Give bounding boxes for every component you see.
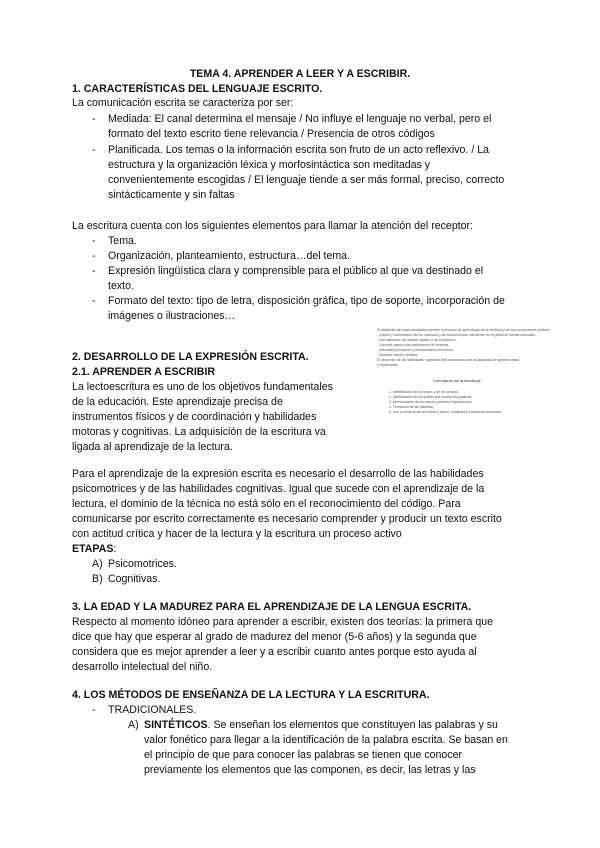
bullet-dash: - [92,144,96,156]
thumb-title: Las etapas del aprendizaje [433,378,481,383]
thumb-text-line: - Correcta sujeción del instrumento de escritura. [377,343,450,347]
page-title: TEMA 4. APRENDER A LEER Y A ESCRIBIR. [189,68,411,80]
section-1-heading: 1. CARACTERÍSTICAS DEL LENGUAJE ESCRITO. [72,83,323,95]
paragraph-line: lectura, el dominio de la técnica no está sólo en el reconocimiento del código. Para [72,498,461,510]
thumb-text-line: - Control y coordinación de los músculos y las funciones que intervienen en la grafía de formas manuales. [377,333,537,337]
paragraph-line: motoras y cognitivas. La adquisición de la escritura va [72,426,326,438]
element-organizacion: Organización, planteamiento, estructura…del tema. [108,250,351,262]
paragraph-line: con actitud crítica y hacer de la lectura y la escritura un proceso activo [72,528,402,540]
etapa-cognitivas: Cognitivas. [108,573,161,585]
sinteticos-text: . Se enseñan los elementos que constituyen las palabras y su [207,719,498,731]
elements-intro: La escritura cuenta con los siguientes elementos para llamar la atención del receptor: [72,220,474,232]
paragraph-line: de la educación. Este aprendizaje precisa de [72,396,283,408]
section-2-1-heading: 2.1. APRENDER A ESCRIBIR [72,366,216,378]
bullet-planificada-line: estructura y la organización léxica y morfosintáctica son meditadas y [108,159,431,171]
paragraph-line: previamente los elementos que las componen, es decir, las letras y las [144,764,476,776]
element-formato-line: Formato del texto: tipo de letra, disposición gráfica, tipo de soporte, incorporación de [108,295,505,307]
thumb-list-item: 2. Identificación de las grafías que forman las palabras. [389,395,473,399]
section-3-heading: 3. LA EDAD Y LA MADUREZ PARA EL APRENDIZAJE DE LA LENGUA ESCRITA. [72,601,472,613]
thumb-list-item: 4. Formación de las palabras. [389,405,434,409]
list-marker: A) [128,719,139,731]
element-tema: Tema. [108,235,137,247]
element-expresion-line: Expresión lingüística clara y comprensible para el público al que va destinado el [108,265,484,277]
element-expresion-line: texto. [108,280,134,292]
bullet-dash: - [92,704,96,716]
paragraph-line: valor fonético para llegar a la identificación de la palabra escrita. Se basan en [144,734,508,746]
etapas-label [72,542,116,557]
paragraph-line: desarrollo intelectual del niño. [72,661,213,673]
thumb-list-item: 3. Memorización de los trazos y posterior reproducción. [389,400,473,404]
section-4-heading: 4. LOS MÉTODOS DE ENSEÑANZA DE LA LECTURA Y LA ESCRITURA. [72,689,430,701]
thumb-text-line: - Memoria visual y auditiva. [377,353,419,357]
bullet-planificada-line: Planificada. Los temas o la información escrita son fruto de un acto reflexivo. / La [108,144,489,156]
sinteticos-term: SINTÉTICOS [144,719,208,731]
bullet-dash: - [92,250,96,262]
section-2-heading: 2. DESARROLLO DE LA EXPRESIÓN ESCRITA. [72,351,309,363]
thumb-list-item: 1. Identificación de los trazos y de los sonidos. [389,390,459,394]
embedded-text-image [375,326,551,428]
thumb-text-line: y expresarlas. [377,363,399,367]
etapa-psicomotrices: Psicomotrices. [108,558,177,570]
paragraph-line: considera que es mejor aprender a leer y a escribir cuanto antes porque esto ayuda al [72,646,477,658]
paragraph-line: el principio de que para conocer las palabras se tienen que conocer [144,749,463,761]
etapas-label-text: ETAPAS [72,543,114,555]
bullet-dash: - [92,235,96,247]
thumb-text-line: - Uso adecuado del espacio gráfico y de la escritura. [377,338,456,342]
paragraph-line: Respecto al momento idóneo para aprender a escribir, existen dos teorías: la primera que [72,616,494,628]
bullet-dash: - [92,295,96,307]
bullet-planificada-line: sintácticamente y sin faltas [108,189,235,201]
list-marker: B) [92,573,103,585]
sinteticos-line [144,718,498,733]
paragraph-line: psicomotrices y de las habilidades cognitivas. Igual que sucede con el aprendizaje de la [72,483,485,495]
paragraph-line: La lectoescritura es uno de los objetivos fundamentales [72,381,333,393]
bullet-dash: - [92,265,96,277]
thumb-text-line: El desarrollo de estas habilidades permite el proceso de aprendizaje de la escritura y de sus componentes gráficos: [377,328,551,332]
bullet-mediada-line: Mediada: El canal determina el mensaje / No influye el lenguaje no verbal, pero el [108,113,492,125]
etapas-colon: : [113,543,117,555]
paragraph-line: instrumentos físicos y de coordinación y habilidades [72,411,317,423]
section-1-intro: La comunicación escrita se caracteriza por ser: [72,97,294,109]
element-formato-line: imágenes o ilustraciones… [108,310,236,322]
list-marker: A) [92,558,103,570]
tradicionales-label: TRADICIONALES. [108,704,197,716]
bullet-planificada-line: convenientemente escogidas / El lenguaje tiende a ser más formal, preciso, correcto [108,174,505,186]
paragraph-line: Para el aprendizaje de la expresión escrita es necesario el desarrollo de las habilidades [72,468,484,480]
thumb-list-item: 5. Uso y construcción de frases y textos, ortografía y puntuación adecuada. [389,410,503,414]
paragraph-line: dice que hay que esperar al grado de madurez del menor (5-6 años) y la segunda que [72,631,477,643]
thumb-text-line: - Adecuada percepción y discriminación de formas. [377,348,454,352]
paragraph-line: comunicarse por escrito correctamente es necesario comprender y producir un texto escrito [72,513,502,525]
thumb-text-line: El desarrollo de las habilidades cognitivas está relacionado con la capacidad de generar ideas [377,358,519,362]
bullet-mediada-line: formato del texto escrito tiene relevancia / Presencia de otros códigos [108,128,435,140]
bullet-dash: - [92,113,96,125]
paragraph-line: ligada al aprendizaje de la lectura. [72,441,233,453]
